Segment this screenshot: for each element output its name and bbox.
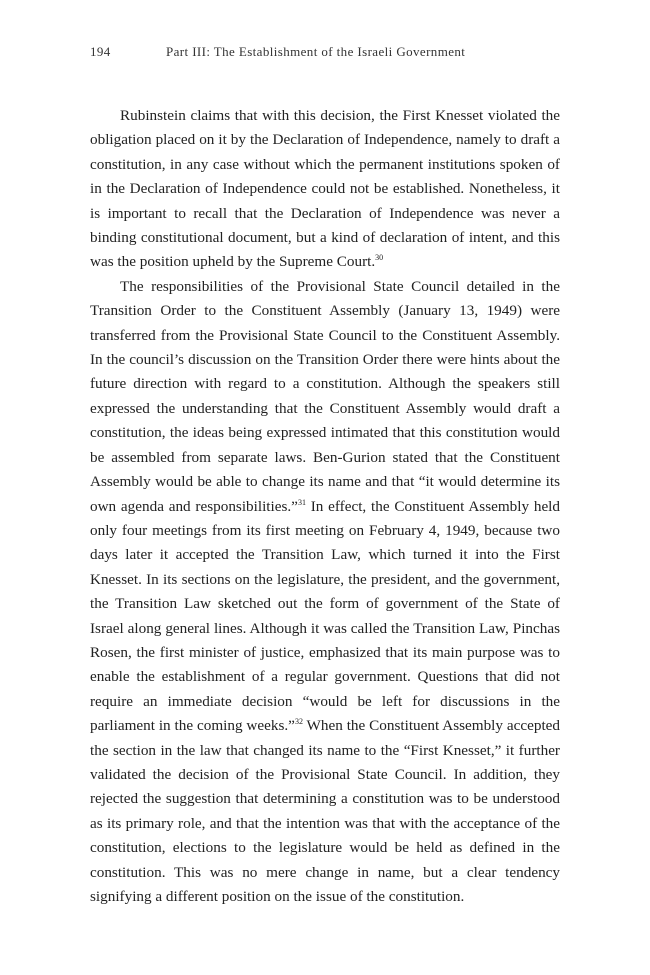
paragraph-1 (90, 104, 560, 275)
running-head: Part III: The Establishment of the Israeli Government (166, 44, 466, 59)
paragraph-text: In effect, the Constituent Assembly held only four meetings from its first meeting on February 4, 1949, because two days later it accepted the Transition Law, which turned it into the First Knesset. In its sections on the legislature, the president, and the government, the Transition Law sketched out the form of government of the State of Israel along general lines. Although it was called the Transition Law, Pinchas Rosen, the first minister of justice, emphasized that its main purpose was to enable the establishment of a regular government. Questions that did not require an immediate decision “would be left for discussions in the parliament in the coming weeks.” (90, 497, 560, 735)
footnote-ref-30: 30 (375, 253, 384, 263)
footnote-ref-31: 31 (297, 497, 306, 507)
paragraph-text: When the Constituent Assembly accepted the section in the law that changed its name to the “First Knesset,” it further validated the decision of the Provisional State Council. In addition, they rejected the suggestion that determining a constitution was to be understood as its primary role, and that the intention was that with the acceptance of the constitution, elections to the legislature would be held as defined in the constitution. This was no mere change in name, but a clear tendency signifying a different position on the issue of the constitution. (90, 717, 560, 905)
paragraph-2 (90, 275, 560, 910)
paragraph-text: The responsibilities of the Provisional State Council detailed in the Transition Order to the Constituent Assembly (January 13, 1949) were transferred from the Provisional State Council to the Constituent Assembly. In the council’s discussion on the Transition Order there were hints about the future direction with regard to a constitution. Although the speakers still expressed the understanding that the Constituent Assembly would draft a constitution, the ideas being expressed intimated that this constitution would be assembled from separate laws. Ben-Gurion stated that the Constituent Assembly would be able to change its name and that “it would determine its own agenda and responsibilities.” (90, 277, 560, 515)
body-text (90, 104, 560, 909)
page-number: 194 (90, 44, 111, 59)
footnote-ref-32: 32 (294, 717, 303, 727)
paragraph-text: Rubinstein claims that with this decision, the First Knesset violated the obligation placed on it by the Declaration of Independence, namely to draft a constitution, in any case without which the permanent institutions spoken of in the Declaration of Independence could not be established. Nonetheless, it is important to recall that the Declaration of Independence was never a binding constitutional document, but a kind of declaration of intent, and this was the position upheld by the Supreme Court. (90, 107, 560, 271)
